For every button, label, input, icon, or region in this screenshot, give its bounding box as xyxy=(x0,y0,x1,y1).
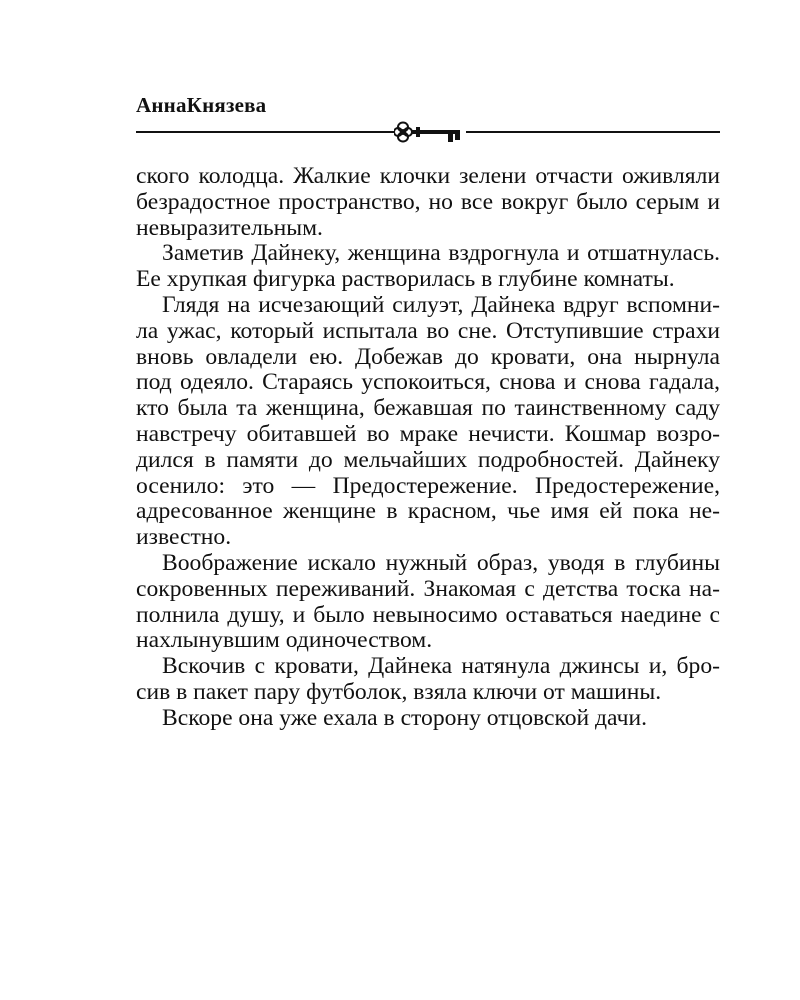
text-line: кто была та женщина, бежавшая по таинственному саду xyxy=(136,395,720,422)
text-line: вновь овладели ею. Добежав до кровати, она нырнула xyxy=(136,343,720,370)
text-line: Глядя на исчезающий силуэт, Дайнека вдруг вспомни- xyxy=(162,291,720,318)
text-line: нахлынувшим одиночеством. xyxy=(136,627,433,654)
text-line: Вскочив с кровати, Дайнека натянула джинсы и, бро- xyxy=(162,653,720,680)
text-line: дился в памяти до мельчайших подробностей. Дайнеку xyxy=(136,446,720,473)
text-line: безрадостное пространство, но все вокруг было серым и xyxy=(136,188,720,215)
text-line: Ее хрупкая фигурка растворилась в глубине комнаты. xyxy=(136,266,675,293)
running-head-author: АннаКнязева xyxy=(136,93,267,117)
header-rule-left xyxy=(136,131,394,133)
text-line: Заметив Дайнеку, женщина вздрогнула и отшатнулась. xyxy=(162,240,720,267)
text-line: ла ужас, который испытала во сне. Отступившие страхи xyxy=(136,317,720,344)
text-line: полнила душу, и было невыносимо оставаться наедине с xyxy=(136,601,720,628)
key-icon xyxy=(394,118,466,146)
text-line: адресованное женщине в красном, чье имя ей пока не- xyxy=(136,498,720,525)
text-line: Воображение искало нужный образ, уводя в глубины xyxy=(162,549,720,576)
text-line: навстречу обитавшей во мраке нечисти. Кошмар возро- xyxy=(136,420,720,447)
text-line: невыразительным. xyxy=(136,214,323,241)
text-line: сокровенных переживаний. Знакомая с детства тоска на- xyxy=(136,575,720,602)
header-rule-right xyxy=(466,131,720,133)
body-text xyxy=(136,164,720,732)
text-line: под одеяло. Стараясь успокоиться, снова и снова гадала, xyxy=(136,369,720,396)
text-line: осенило: это — Предостережение. Предостережение, xyxy=(136,472,720,499)
text-line: Вскоре она уже ехала в сторону отцовской дачи. xyxy=(162,704,647,731)
text-line: сив в пакет пару футболок, взяла ключи от машины. xyxy=(136,678,662,705)
text-line: известно. xyxy=(136,524,232,551)
text-line: ского колодца. Жалкие клочки зелени отчасти оживляли xyxy=(136,163,720,189)
